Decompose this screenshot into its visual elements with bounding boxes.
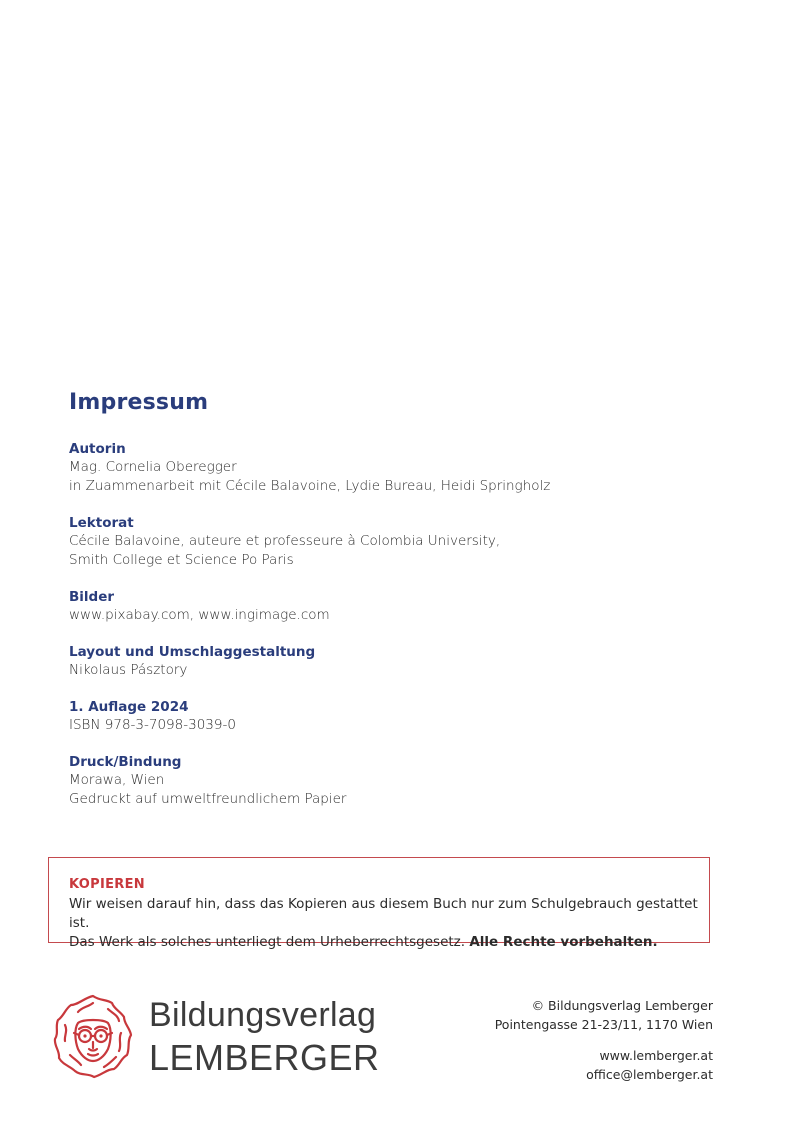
section-lektorat <box>69 514 749 570</box>
section-heading: Autorin <box>69 441 126 457</box>
section-line: Nikolaus Pásztory <box>69 662 188 678</box>
website-link[interactable]: www.lemberger.at <box>599 1048 713 1063</box>
section-heading: Bilder <box>69 589 115 605</box>
notice-heading: KOPIEREN <box>69 877 145 892</box>
notice-line-2 <box>69 933 709 952</box>
notice-line-2-text: Das Werk als solches unterliegt dem Urheberrechtsgesetz. <box>69 934 466 950</box>
section-druck <box>69 753 749 809</box>
address-text: Pointengasse 21-23/11, 1170 Wien <box>494 1017 713 1032</box>
notice-line-1: Wir weisen darauf hin, dass das Kopieren aus diesem Buch nur zum Schulgebrauch gestattet ist. <box>69 896 698 931</box>
notice-body <box>69 895 709 952</box>
imprint-sections <box>69 440 749 827</box>
section-line: Smith College et Science Po Paris <box>69 552 294 568</box>
section-heading: Lektorat <box>69 515 134 531</box>
section-auflage <box>69 698 749 735</box>
notice-rights-reserved: Alle Rechte vorbehalten. <box>469 934 658 950</box>
section-heading: Druck/Bindung <box>69 754 182 770</box>
section-heading: 1. Auflage 2024 <box>69 699 189 715</box>
section-line: Morawa, Wien <box>69 772 165 788</box>
section-bilder <box>69 588 749 625</box>
copyright-text: © Bildungsverlag Lemberger <box>531 998 713 1013</box>
section-line: www.pixabay.com, www.ingimage.com <box>69 607 330 623</box>
section-heading: Layout und Umschlaggestaltung <box>69 644 316 660</box>
page-title: Impressum <box>69 390 209 415</box>
publisher-contact <box>495 996 713 1084</box>
publisher-name-line-1: Bildungsverlag <box>149 996 377 1034</box>
section-line: Cécile Balavoine, auteure et professeure à Colombia University, <box>69 533 501 549</box>
section-line: Gedruckt auf umweltfreundlichem Papier <box>69 791 347 807</box>
section-autorin <box>69 440 749 496</box>
section-line: ISBN 978-3-7098-3039-0 <box>69 717 236 733</box>
section-layout <box>69 643 749 680</box>
section-line: in Zuammenarbeit mit Cécile Balavoine, Lydie Bureau, Heidi Springholz <box>69 478 551 494</box>
spacer <box>495 1034 713 1046</box>
lion-head-with-glasses-icon <box>48 993 138 1083</box>
publisher-name-line-2: LEMBERGER <box>149 1037 380 1078</box>
email-link[interactable]: office@lemberger.at <box>586 1067 713 1082</box>
section-line: Mag. Cornelia Oberegger <box>69 459 237 475</box>
copy-notice-box <box>48 857 710 950</box>
